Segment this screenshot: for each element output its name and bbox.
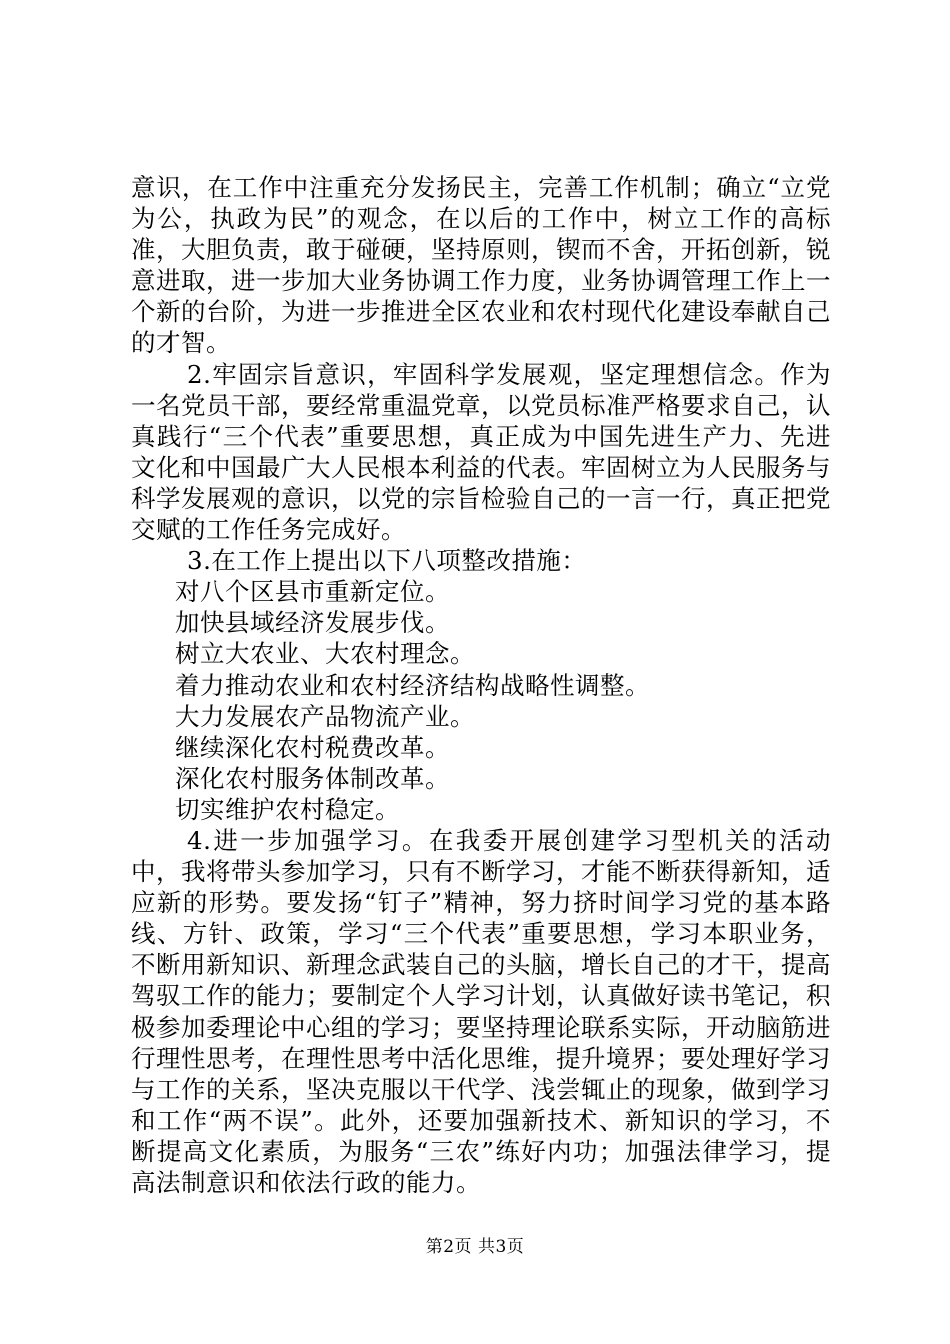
document-body (131, 172, 831, 1198)
list-item: 对八个区县市重新定位。 (175, 577, 450, 607)
list-item: 着力推动农业和农村经济结构战略性调整。 (175, 670, 650, 700)
list-item: 深化农村服务体制改革。 (175, 763, 450, 793)
list-item: 加快县域经济发展步伐。 (175, 608, 450, 638)
page-footer: 第2页 共3页 (425, 1237, 525, 1257)
paragraph-4: 4.进一步加强学习。在我委开展创建学习型机关的活动中，我将带头参加学习，只有不断学习，才能不断获得新知，适应新的形势。要发扬“钉子”精神，努力挤时间学习党的基本路线、方针、政策，学习“三个代表”重要思想，学习本职业务，不断用新知识、新理念武装自己的头脑，增长自己的才干，提高驾驭工作的能力；要制定个人学习计划，认真做好读书笔记，积极参加委理论中心组的学习；要坚持理论联系实际，开动脑筋进行理性思考，在理性思考中活化思维，提升境界；要处理好学习与工作的关系，坚决克服以干代学、浅尝辄止的现象，做到学习和工作“两不误”。此外，还要加强新技术、新知识的学习，不断提高文化素质，为服务“三农”练好内功；加强法律学习，提高法制意识和依法行政的能力。 (131, 825, 831, 1197)
list-item: 大力发展农产品物流产业。 (175, 701, 475, 731)
list-item: 继续深化农村税费改革。 (175, 732, 450, 762)
paragraph-3-heading: 3.在工作上提出以下八项整改措施： (187, 546, 587, 576)
list-item: 树立大农业、大农村理念。 (175, 639, 475, 669)
paragraph-2: 2.牢固宗旨意识，牢固科学发展观，坚定理想信念。作为一名党员干部，要经常重温党章，以党员标准严格要求自己，认真践行“三个代表”重要思想，真正成为中国先进生产力、先进文化和中国最广大人民根本利益的代表。牢固树立为人民服务与科学发展观的意识，以党的宗旨检验自己的一言一行，真正把党交赋的工作任务完成好。 (131, 359, 831, 545)
measures-list (131, 576, 831, 825)
list-item: 切实维护农村稳定。 (175, 794, 400, 824)
paragraph-continued: 意识，在工作中注重充分发扬民主，完善工作机制；确立“立党为公，执政为民”的观念，在以后的工作中，树立工作的高标准，大胆负责，敢于碰硬，坚持原则，锲而不舍，开拓创新，锐意进取，进一步加大业务协调工作力度，业务协调管理工作上一个新的台阶，为进一步推进全区农业和农村现代化建设奉献自己的才智。 (131, 173, 831, 358)
